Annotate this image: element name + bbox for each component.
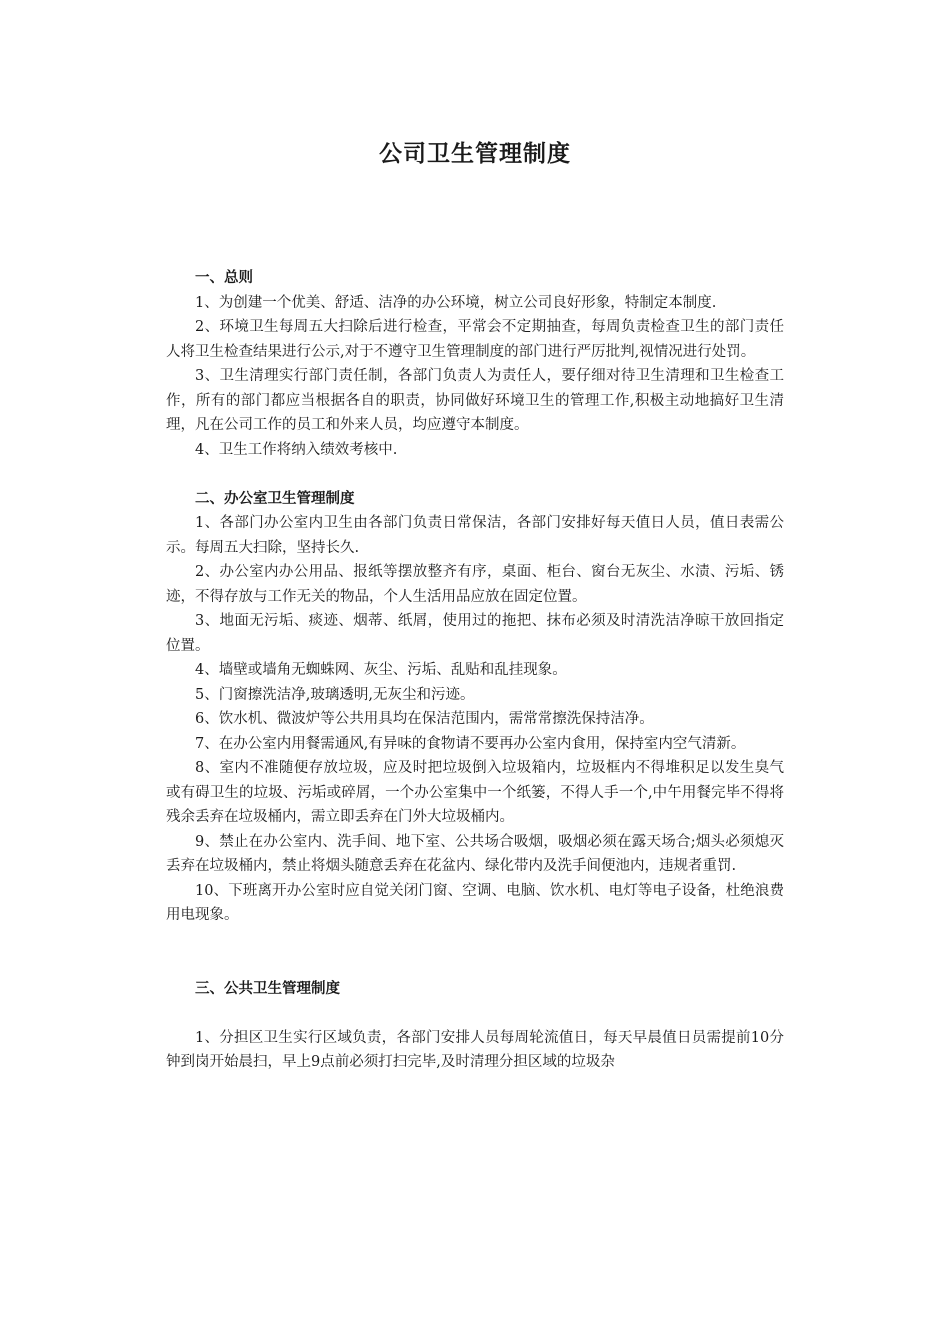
paragraph: 8、室内不准随便存放垃圾，应及时把垃圾倒入垃圾箱内，垃圾框内不得堆积足以发生臭气或有碍卫生的垃圾、污垢或碎屑，一个办公室集中一个纸篓，不得人手一个,中午用餐完毕不得将残余丢弃在垃圾桶内，需立即丢弃在门外大垃圾桶内。 (166, 760, 784, 825)
document-body (166, 266, 784, 1075)
spacer (166, 462, 784, 487)
paragraph: 2、环境卫生每周五大扫除后进行检查，平常会不定期抽查，每周负责检查卫生的部门责任人将卫生检查结果进行公示,对于不遵守卫生管理制度的部门进行严厉批判,视情况进行处罚。 (166, 319, 784, 360)
paragraph: 10、下班离开办公室时应自觉关闭门窗、空调、电脑、饮水机、电灯等电子设备，杜绝浪费用电现象。 (166, 882, 784, 923)
section-heading: 二、办公室卫生管理制度 (195, 490, 355, 507)
paragraph: 6、饮水机、微波炉等公共用具均在保洁范围内，需常常擦洗保持洁净。 (195, 711, 654, 727)
paragraph: 3、地面无污垢、痰迹、烟蒂、纸屑，使用过的拖把、抹布必须及时清洗洁净晾干放回指定位置。 (166, 613, 784, 654)
paragraph: 1、各部门办公室内卫生由各部门负责日常保洁，各部门安排好每天值日人员，值日表需公示。每周五大扫除，坚持长久. (166, 515, 784, 556)
paragraph: 1、分担区卫生实行区域负责，各部门安排人员每周轮流值日，每天早晨值日员需提前10分钟到岗开始晨扫，早上9点前必须打扫完毕,及时清理分担区域的垃圾杂 (166, 1029, 784, 1070)
paragraph: 3、卫生清理实行部门责任制，各部门负责人为责任人，要仔细对待卫生清理和卫生检查工作，所有的部门都应当根据各自的职责，协同做好环境卫生的管理工作,积极主动地搞好卫生清理，凡在公司工作的员工和外来人员，均应遵守本制度。 (166, 368, 784, 433)
document-title: 公司卫生管理制度 (379, 141, 571, 167)
paragraph: 2、办公室内办公用品、报纸等摆放整齐有序，桌面、柜台、窗台无灰尘、水渍、污垢、锈迹，不得存放与工作无关的物品，个人生活用品应放在固定位置。 (166, 564, 784, 605)
spacer (166, 1001, 784, 1026)
section-general (166, 266, 784, 462)
paragraph: 9、禁止在办公室内、洗手间、地下室、公共场合吸烟，吸烟必须在露天场合;烟头必须熄灭丢弃在垃圾桶内，禁止将烟头随意丢弃在花盆内、绿化带内及洗手间便池内，违规者重罚. (166, 833, 784, 874)
section-public-hygiene (166, 977, 784, 1075)
paragraph: 4、墙壁或墙角无蜘蛛网、灰尘、污垢、乱贴和乱挂现象。 (195, 662, 567, 678)
section-office-hygiene (166, 487, 784, 928)
section-heading: 三、公共卫生管理制度 (195, 980, 340, 997)
paragraph: 4、卫生工作将纳入绩效考核中. (195, 441, 398, 458)
section-heading: 一、总则 (195, 270, 253, 286)
paragraph: 7、在办公室内用餐需通风,有异味的食物请不要再办公室内食用，保持室内空气清新。 (195, 735, 746, 752)
paragraph: 1、为创建一个优美、舒适、洁净的办公环境，树立公司良好形象，特制定本制度. (195, 294, 717, 311)
paragraph: 5、门窗擦洗洁净,玻璃透明,无灰尘和污迹。 (195, 686, 475, 703)
spacer (166, 928, 784, 977)
